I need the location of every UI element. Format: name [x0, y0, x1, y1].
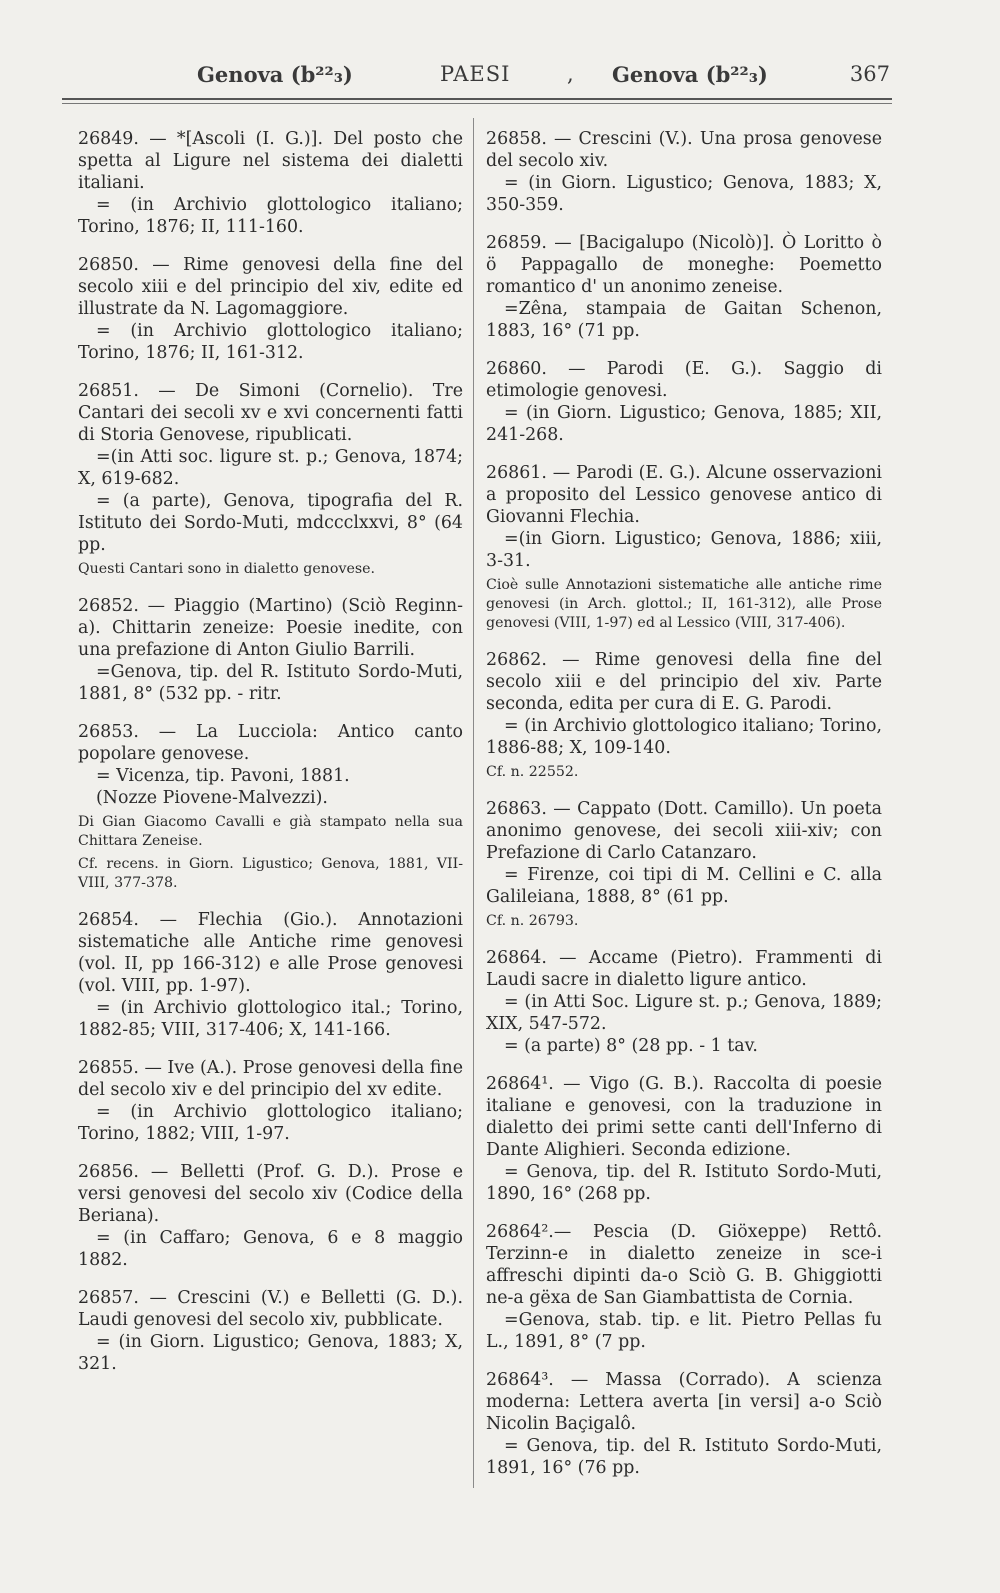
- entry-title: 26859. — [Bacigalupo (Nicolò)]. Ò Loritto ò ö Pappagallo de moneghe: Poemetto romantico d' un anonimo zeneise.: [486, 233, 882, 297]
- entry-title: 26861. — Parodi (E. G.). Alcune osservazioni a proposito del Lessico genovese antico di Giovanni Flechia.: [486, 463, 882, 527]
- entry-title: 26857. — Crescini (V.) e Belletti (G. D.). Laudi genovesi del secolo xiv, pubblicate.: [78, 1288, 463, 1330]
- entry-title: 26858. — Crescini (V.). Una prosa genovese del secolo xiv.: [486, 129, 882, 171]
- entry-title: 26855. — Ive (A.). Prose genovesi della fine del secolo xiv e del principio del xv edite.: [78, 1058, 463, 1100]
- entry-citation: = Genova, tip. del R. Istituto Sordo-Muti, 1891, 16° (76 pp.: [486, 1436, 882, 1478]
- entry-citation: = (in Atti Soc. Ligure st. p.; Genova, 1889; XIX, 547-572.: [486, 992, 882, 1034]
- entry-citation: =Zêna, stampaia de Gaitan Schenon, 1883, 16° (71 pp.: [486, 299, 882, 341]
- bibliography-entry: [486, 649, 882, 782]
- header-left: Genova (b²²₃): [197, 62, 353, 87]
- entry-citation: = (in Archivio glottologico ital.; Torino, 1882-85; VIII, 317-406; X, 141-166.: [78, 998, 463, 1040]
- entry-title: 26864¹. — Vigo (G. B.). Raccolta di poesie italiane e genovesi, con la traduzione in dialetto dei primi sette canti dell'Inferno di Dante Alighieri. Seconda edizione.: [486, 1074, 882, 1160]
- bibliography-entry: [486, 1221, 882, 1353]
- bibliography-entry: [78, 1161, 463, 1271]
- left-column: [78, 128, 463, 1391]
- entry-citation: = (a parte) 8° (28 pp. - 1 tav.: [504, 1036, 758, 1056]
- entry-citation: = (a parte), Genova, tipografia del R. Istituto dei Sordo-Muti, mdccclxxvi, 8° (64 pp.: [78, 491, 463, 555]
- running-header: [62, 62, 890, 92]
- column-divider: [473, 118, 474, 1488]
- entry-citation: (Nozze Piovene-Malvezzi).: [96, 788, 328, 808]
- entry-title: 26864. — Accame (Pietro). Frammenti di Laudi sacre in dialetto ligure antico.: [486, 948, 882, 990]
- entry-citation: =Genova, stab. tip. e lit. Pietro Pellas fu L., 1891, 8° (7 pp.: [486, 1310, 882, 1352]
- bibliography-entry: [78, 1287, 463, 1375]
- bibliography-entry: [486, 232, 882, 342]
- entry-title: 26863. — Cappato (Dott. Camillo). Un poeta anonimo genovese, dei secoli xiii-xiv; con Prefazione di Carlo Catanzaro.: [486, 799, 882, 863]
- entry-note: Cf. recens. in Giorn. Ligustico; Genova, 1881, VII-VIII, 377-378.: [78, 856, 463, 891]
- entry-citation: = Genova, tip. del R. Istituto Sordo-Muti, 1890, 16° (268 pp.: [486, 1162, 882, 1204]
- entry-note: Cioè sulle Annotazioni sistematiche alle antiche rime genovesi (in Arch. glottol.; II, 161-312), alle Prose genovesi (VIII, 1-97) ed al Lessico (VIII, 317-406).: [486, 577, 882, 631]
- bibliography-entry: [78, 254, 463, 364]
- entry-citation: = (in Caffaro; Genova, 6 e 8 maggio 1882.: [78, 1228, 463, 1270]
- entry-note: Cf. n. 22552.: [486, 764, 579, 780]
- entry-title: 26852. — Piaggio (Martino) (Sciò Reginn-a). Chittarin zeneize: Poesie inedite, con una prefazione di Anton Giulio Barrili.: [78, 596, 463, 660]
- entry-citation: = (in Archivio glottologico italiano; Torino, 1876; II, 161-312.: [78, 321, 463, 363]
- bibliography-entry: [78, 595, 463, 705]
- entry-citation: = (in Giorn. Ligustico; Genova, 1885; XII, 241-268.: [486, 403, 882, 445]
- header-rule: [62, 98, 892, 104]
- entry-citation: = (in Archivio glottologico italiano; Torino, 1886-88; X, 109-140.: [486, 716, 882, 758]
- entry-title: 26864³. — Massa (Corrado). A scienza moderna: Lettera averta [in versi] a-o Sciò Nicolin Baçigalô.: [486, 1370, 882, 1434]
- entry-title: 26856. — Belletti (Prof. G. D.). Prose e versi genovesi del secolo xiv (Codice della Beriana).: [78, 1162, 463, 1226]
- entry-title: 26851. — De Simoni (Cornelio). Tre Cantari dei secoli xv e xvi concernenti fatti di Storia Genovese, ripublicati.: [78, 381, 463, 445]
- entry-citation: = (in Archivio glottologico italiano; Torino, 1876; II, 111-160.: [78, 195, 463, 237]
- bibliography-entry: [78, 909, 463, 1041]
- bibliography-entry: [78, 721, 463, 893]
- entry-title: 26849. — *[Ascoli (I. G.)]. Del posto che spetta al Ligure nel sistema dei dialetti italiani.: [78, 129, 463, 193]
- entry-citation: = Firenze, coi tipi di M. Cellini e C. alla Galileiana, 1888, 8° (61 pp.: [486, 865, 882, 907]
- entry-citation: = (in Giorn. Ligustico; Genova, 1883; X, 350-359.: [486, 173, 882, 215]
- header-dot: ,: [567, 62, 574, 86]
- bibliography-entry: [486, 462, 882, 633]
- entry-citation: =Genova, tip. del R. Istituto Sordo-Muti, 1881, 8° (532 pp. - ritr.: [78, 662, 463, 704]
- entry-title: 26862. — Rime genovesi della fine del secolo xiii e del principio del xiv. Parte seconda, edita per cura di E. G. Parodi.: [486, 650, 882, 714]
- bibliography-entry: [486, 947, 882, 1057]
- bibliography-entry: [78, 128, 463, 238]
- entry-note: Di Gian Giacomo Cavalli e già stampato nella sua Chittara Zeneise.: [78, 814, 463, 849]
- header-right: Genova (b²²₃): [612, 62, 768, 87]
- entry-note: Cf. n. 26793.: [486, 913, 579, 929]
- entry-title: 26850. — Rime genovesi della fine del secolo xiii e del principio del xiv, edite ed illustrate da N. Lagomaggiore.: [78, 255, 463, 319]
- header-center: PAESI: [440, 62, 511, 86]
- page-number: 367: [849, 62, 890, 86]
- right-column: [486, 128, 882, 1495]
- entry-title: 26854. — Flechia (Gio.). Annotazioni sistematiche alle Antiche rime genovesi (vol. II, pp 166-312) e alle Prose genovesi (vol. VIII, pp. 1-97).: [78, 910, 463, 996]
- bibliography-entry: [486, 128, 882, 216]
- entry-title: 26853. — La Lucciola: Antico canto popolare genovese.: [78, 722, 463, 764]
- bibliography-entry: [486, 1369, 882, 1479]
- entry-title: 26864².— Pescia (D. Giöxeppe) Rettô. Terzinn-e in dialetto zeneize in sce-i affreschi dipinti da-o Sciò G. B. Ghiggiotti ne-a gëxa de San Giambattista de Cornia.: [486, 1222, 882, 1308]
- bibliography-entry: [486, 1073, 882, 1205]
- bibliography-entry: [486, 798, 882, 931]
- entry-citation: = (in Giorn. Ligustico; Genova, 1883; X, 321.: [78, 1332, 463, 1374]
- entry-citation: = (in Archivio glottologico italiano; Torino, 1882; VIII, 1-97.: [78, 1102, 463, 1144]
- bibliography-entry: [78, 1057, 463, 1145]
- entry-citation: = Vicenza, tip. Pavoni, 1881.: [96, 766, 350, 786]
- bibliography-entry: [78, 380, 463, 579]
- entry-title: 26860. — Parodi (E. G.). Saggio di etimologie genovesi.: [486, 359, 882, 401]
- entry-note: Questi Cantari sono in dialetto genovese.: [78, 561, 376, 577]
- entry-citation: =(in Atti soc. ligure st. p.; Genova, 1874; X, 619-682.: [78, 447, 463, 489]
- entry-citation: =(in Giorn. Ligustico; Genova, 1886; xiii, 3-31.: [486, 529, 882, 571]
- bibliography-entry: [486, 358, 882, 446]
